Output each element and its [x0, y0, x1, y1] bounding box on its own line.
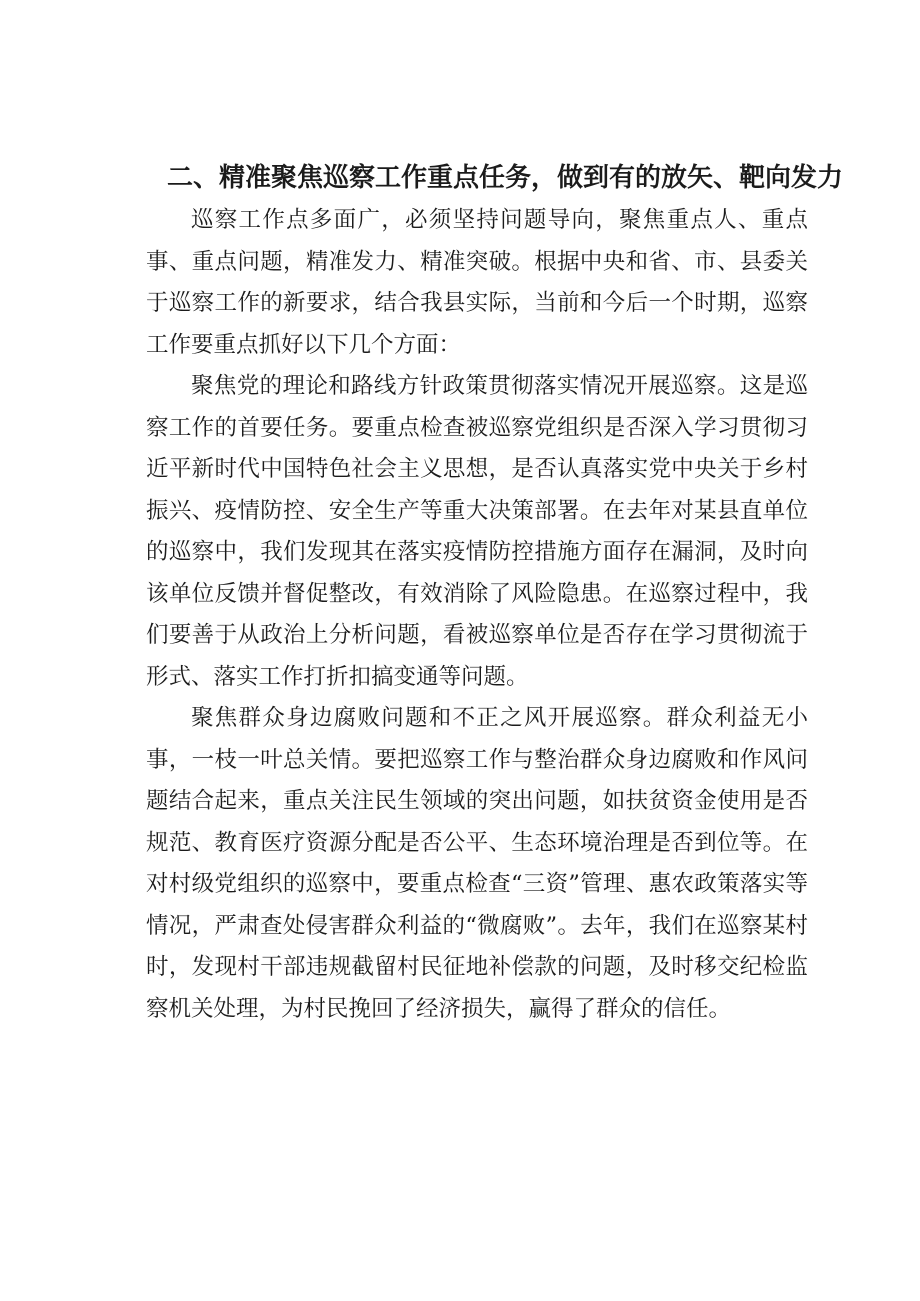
document-body — [146, 156, 844, 1030]
paragraph-intro: 巡察工作点多面广，必须坚持问题导向，聚焦重点人、重点事、重点问题，精准发力、精准突破。根据中央和省、市、县委关于巡察工作的新要求，结合我县实际，当前和今后一个时期，巡察工作要重点抓好以下几个方面： — [146, 207, 808, 358]
section-heading: 二、精准聚焦巡察工作重点任务，做到有的放矢、靶向发力 — [167, 163, 844, 193]
paragraph-theory-inspection: 聚焦党的理论和路线方针政策贯彻落实情况开展巡察。这是巡察工作的首要任务。要重点检查被巡察党组织是否深入学习贯彻习近平新时代中国特色社会主义思想，是否认真落实党中央关于乡村振兴、疫情防控、安全生产等重大决策部署。在去年对某县直单位的巡察中，我们发现其在落实疫情防控措施方面存在漏洞，及时向该单位反馈并督促整改，有效消除了风险隐患。在巡察过程中，我们要善于从政治上分析问题，看被巡察单位是否存在学习贯彻流于形式、落实工作打折扣搞变通等问题。 — [146, 373, 808, 690]
paragraph-corruption-inspection: 聚焦群众身边腐败问题和不正之风开展巡察。群众利益无小事，一枝一叶总关情。要把巡察工作与整治群众身边腐败和作风问题结合起来，重点关注民生领域的突出问题，如扶贫资金使用是否规范、教育医疗资源分配是否公平、生态环境治理是否到位等。在对村级党组织的巡察中，要重点检查“三资”管理、惠农政策落实等情况，严肃查处侵害群众利益的“微腐败”。去年，我们在巡察某村时，发现村干部违规截留村民征地补偿款的问题，及时移交纪检监察机关处理，为村民挽回了经济损失，赢得了群众的信任。 — [146, 705, 808, 1022]
